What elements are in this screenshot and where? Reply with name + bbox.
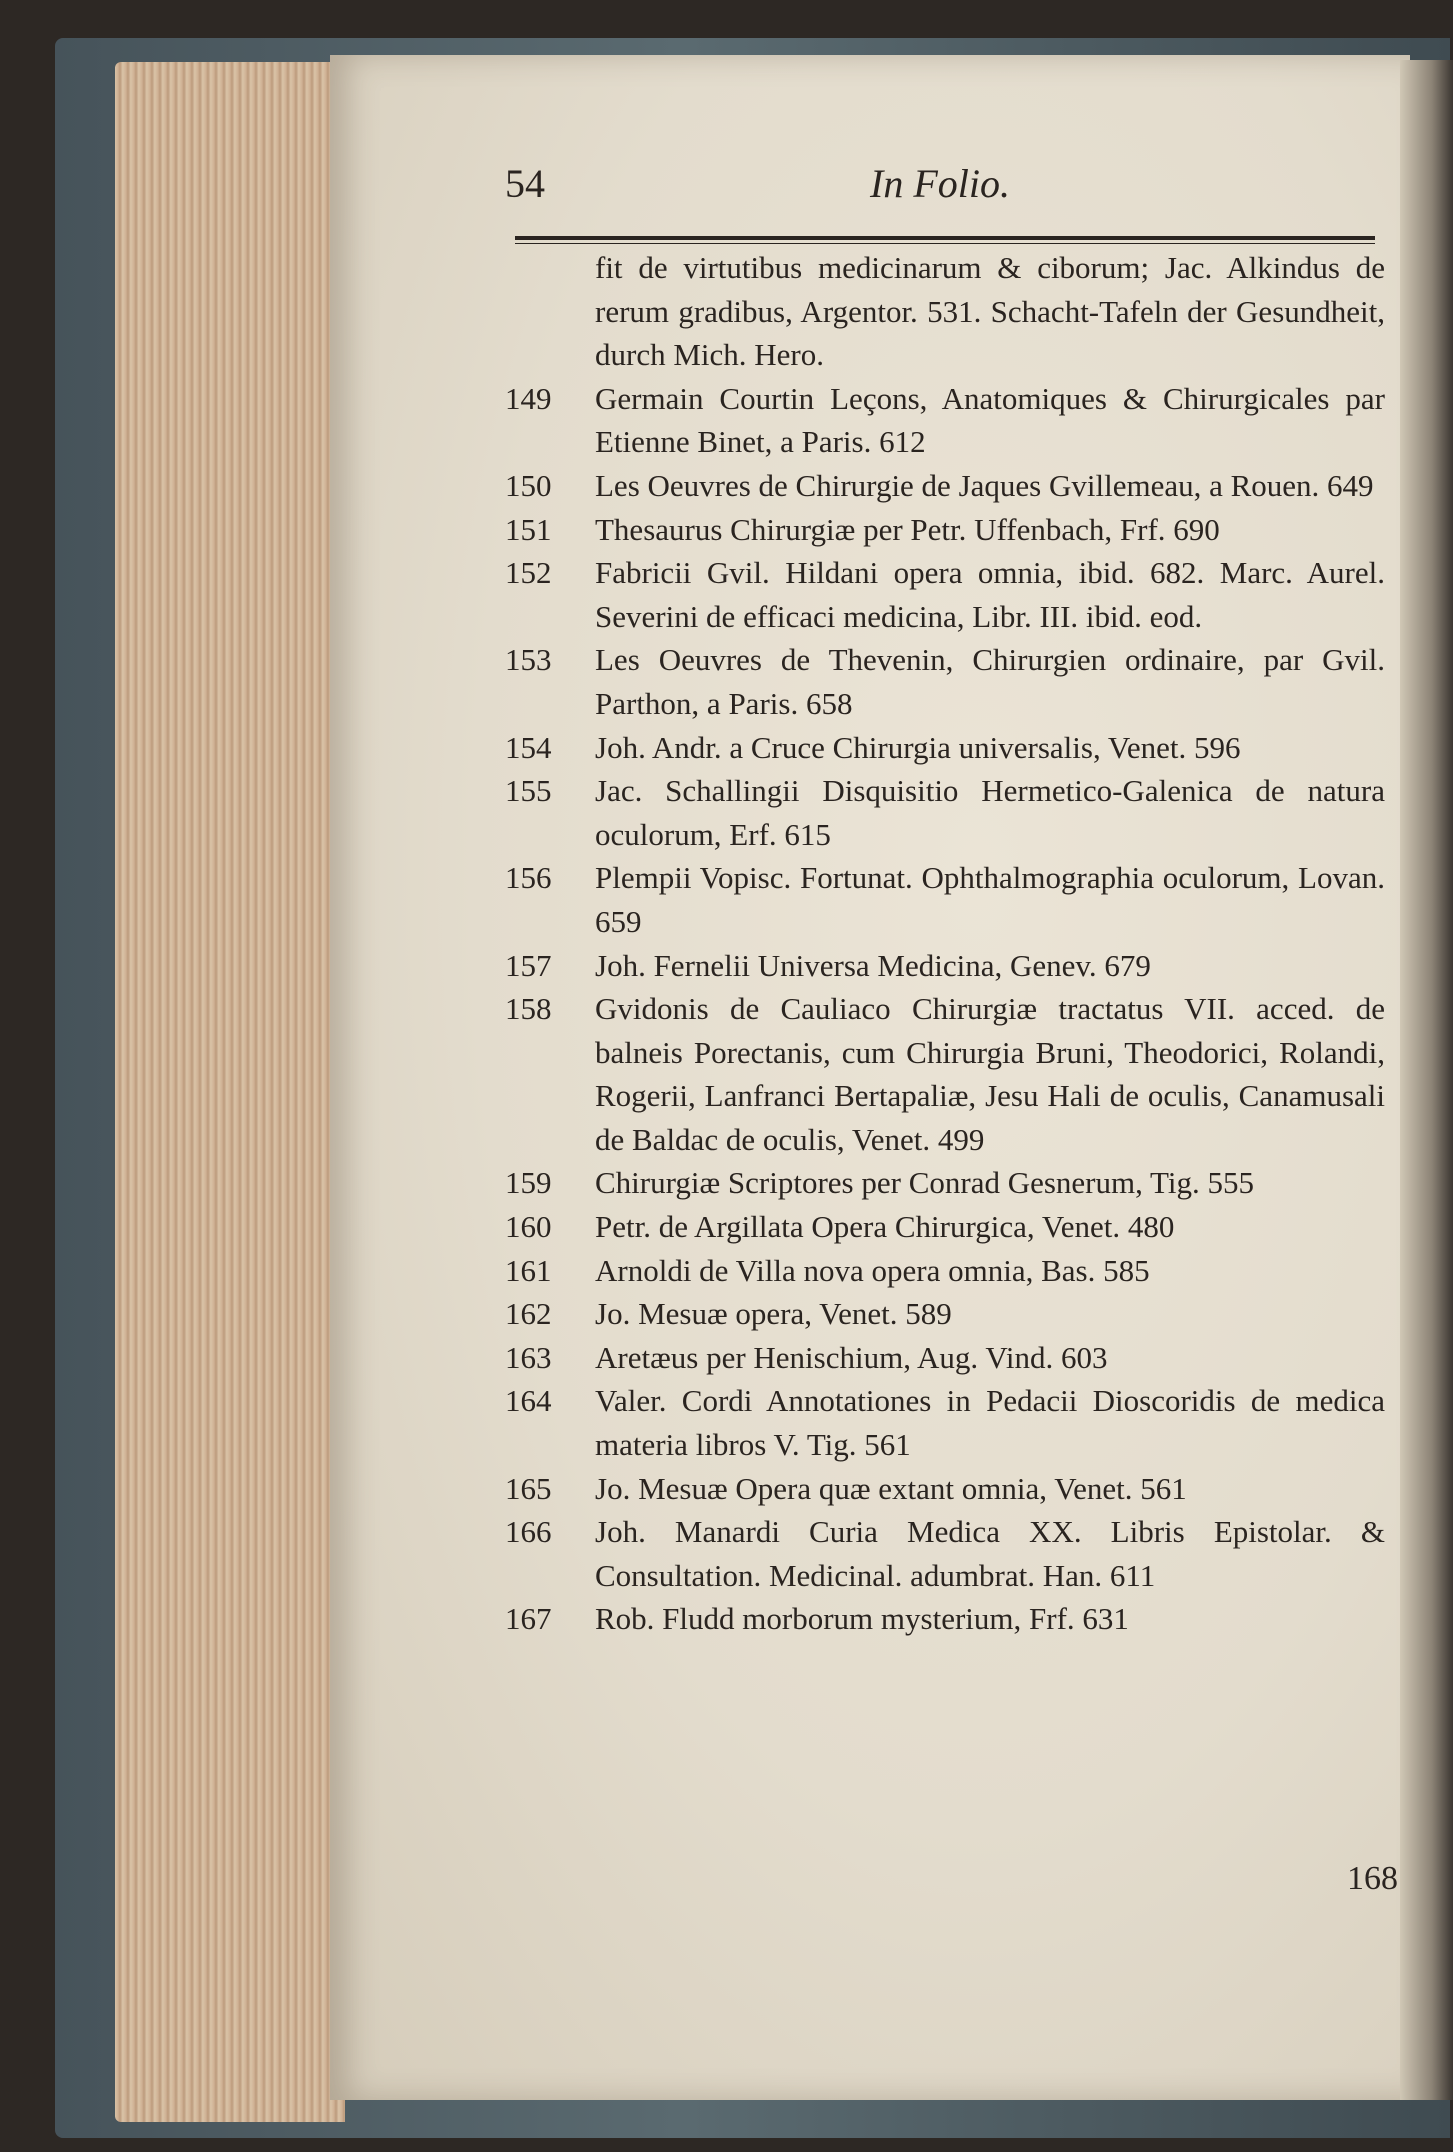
- catalog-entry: [505, 987, 1385, 1161]
- continuation-entry: [505, 246, 1385, 377]
- catalog-entry: [505, 1292, 1385, 1336]
- entry-text: Rob. Fludd morborum mysterium, Frf. 631: [595, 1601, 1129, 1637]
- entry-text: fit de virtutibus medicinarum & ciborum; Jac. Alkindus de rerum gradibus, Argentor. 531. Schacht-Tafeln der Gesundheit, durch Mich. Hero.: [595, 250, 1385, 373]
- entry-text: Chirurgiæ Scriptores per Conrad Gesnerum, Tig. 555: [595, 1165, 1255, 1201]
- entry-number: 166: [505, 1514, 552, 1550]
- catalog-entry: [505, 1379, 1385, 1466]
- entry-number: 159: [505, 1165, 552, 1201]
- entry-number: 151: [505, 511, 552, 547]
- entry-text: Gvidonis de Cauliaco Chirurgiæ tractatus VII. acced. de balneis Porectanis, cum Chirurgia Bruni, Theodorici, Rolandi, Rogerii, Lanfranci Bertapaliæ, Jesu Hali de oculis, Canamusali de Baldac de oculis, Venet. 499: [595, 991, 1385, 1157]
- gutter-shadow: [1400, 60, 1453, 2100]
- entry-number: 164: [505, 1383, 552, 1419]
- catalog-entry: [505, 1336, 1385, 1380]
- entry-text: Germain Courtin Leçons, Anatomiques & Chirurgicales par Etienne Binet, a Paris. 612: [595, 380, 1385, 460]
- entry-number: 152: [505, 555, 552, 591]
- entry-text: Fabricii Gvil. Hildani opera omnia, ibid. 682. Marc. Aurel. Severini de efficaci medicina, Libr. III. ibid. eod.: [595, 555, 1385, 634]
- entry-number: 162: [505, 1296, 552, 1332]
- catalog-entry: [505, 1597, 1385, 1641]
- catalog-entry: [505, 377, 1385, 464]
- entry-text: Thesaurus Chirurgiæ per Petr. Uffenbach, Frf. 690: [595, 511, 1220, 547]
- entry-number: 156: [505, 860, 552, 896]
- entry-text: Jo. Mesuæ opera, Venet. 589: [595, 1296, 952, 1332]
- entry-number: 160: [505, 1209, 552, 1245]
- catalog-entry: [505, 856, 1385, 943]
- entry-number: 163: [505, 1339, 552, 1375]
- catalog-entry: [505, 551, 1385, 638]
- entry-text: Jac. Schallingii Disquisitio Hermetico-Galenica de natura oculorum, Erf. 615: [595, 773, 1385, 852]
- catalog-entry: [505, 508, 1385, 552]
- catalog-entry: [505, 1161, 1385, 1205]
- catalog-entry: [505, 726, 1385, 770]
- header-rule-thin: [515, 243, 1375, 244]
- entry-text: Joh. Manardi Curia Medica XX. Libris Epistolar. & Consultation. Medicinal. adumbrat. Han. 611: [595, 1514, 1385, 1593]
- entry-number: 157: [505, 947, 552, 983]
- catalog-entry: [505, 1510, 1385, 1597]
- catalog-entry: [505, 464, 1385, 508]
- catchword: 168: [1347, 1860, 1398, 1897]
- entry-text: Aretæus per Henischium, Aug. Vind. 603: [595, 1339, 1108, 1375]
- entry-text: Petr. de Argillata Opera Chirurgica, Venet. 480: [595, 1209, 1175, 1245]
- entry-number: 161: [505, 1252, 552, 1288]
- header-rule: [515, 236, 1375, 240]
- catalog-entry: [505, 944, 1385, 988]
- entry-number: 158: [505, 991, 552, 1027]
- entry-text: Jo. Mesuæ Opera quæ extant omnia, Venet. 561: [595, 1470, 1187, 1506]
- page-edges: [115, 62, 345, 2122]
- catalog-entry: [505, 1467, 1385, 1511]
- entry-number: 154: [505, 729, 552, 765]
- entry-number: 149: [505, 380, 552, 416]
- catalog-entry: [505, 1205, 1385, 1249]
- entry-text: Les Oeuvres de Chirurgie de Jaques Gvillemeau, a Rouen. 649: [595, 467, 1374, 503]
- entry-number: 165: [505, 1470, 552, 1506]
- entry-number: 167: [505, 1601, 552, 1637]
- catalog-entry: [505, 1249, 1385, 1293]
- entry-text: Les Oeuvres de Thevenin, Chirurgien ordinaire, par Gvil. Parthon, a Paris. 658: [595, 642, 1385, 721]
- entry-number: 153: [505, 642, 552, 678]
- entry-text: Plempii Vopisc. Fortunat. Ophthalmographia oculorum, Lovan. 659: [595, 860, 1385, 939]
- entry-number: 155: [505, 773, 552, 809]
- entry-text: Valer. Cordi Annotationes in Pedacii Dioscoridis de medica materia libros V. Tig. 561: [595, 1383, 1385, 1463]
- page-number: 54: [505, 161, 545, 206]
- entry-text: Arnoldi de Villa nova opera omnia, Bas. 585: [595, 1252, 1150, 1288]
- catalog-list: [505, 246, 1385, 1641]
- entry-text: Joh. Fernelii Universa Medicina, Genev. 679: [595, 947, 1151, 983]
- page-title: In Folio.: [870, 161, 1010, 206]
- catalog-entry: [505, 638, 1385, 725]
- entry-text: Joh. Andr. a Cruce Chirurgia universalis, Venet. 596: [595, 729, 1241, 765]
- entry-number: 150: [505, 467, 552, 503]
- catalog-entry: [505, 769, 1385, 856]
